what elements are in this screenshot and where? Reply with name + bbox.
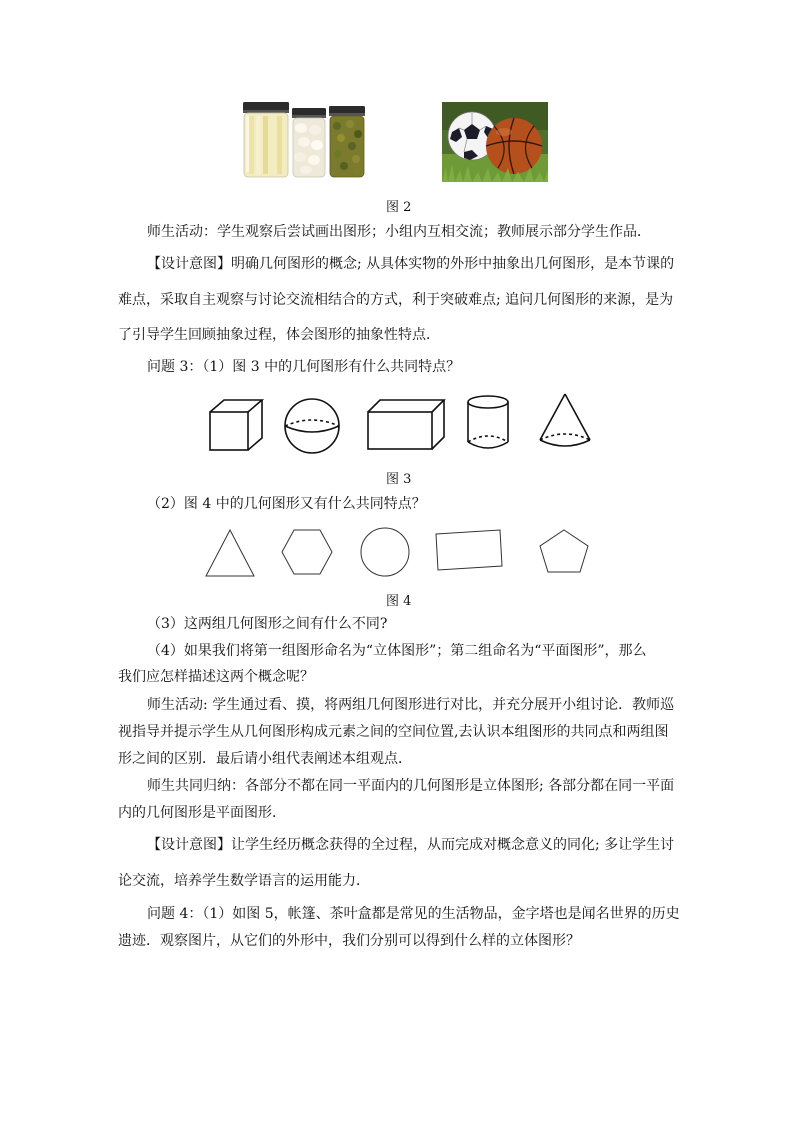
jar-garlic — [292, 108, 326, 177]
figure-3 — [200, 388, 620, 458]
figure-2 — [0, 0, 794, 215]
activity-paragraph-2-line-3: 形之间的区别．最后请小组代表阐述本组观点． — [118, 751, 412, 767]
summary-paragraph-line-1: 师生共同归纳：各部分不都在同一平面内的几何图形是立体图形; 各部分都在同一平面 — [147, 778, 675, 794]
rectangle-shape — [436, 530, 502, 570]
cube-shape — [210, 400, 262, 450]
design-intent-2-line-1: 【设计意图】让学生经历概念获得的全过程，从而完成对概念意义的同化; 多让学生讨 — [147, 837, 675, 853]
circle-shape — [361, 528, 409, 576]
pentagon-shape — [540, 530, 588, 572]
activity-paragraph-1: 师生活动：学生观察后尝试画出图形；小组内互相交流；教师展示部分学生作品． — [147, 224, 651, 240]
figure-3-caption: 图 3 — [386, 472, 412, 487]
hexagon-shape — [282, 530, 332, 574]
cuboid-shape — [368, 400, 444, 449]
balls-photo — [442, 102, 548, 182]
sphere-shape — [285, 399, 339, 453]
question-3-part-1: 问题 3：（1）图 3 中的几何图形有什么共同特点？ — [147, 359, 461, 375]
summary-paragraph-line-2: 内的几何图形是平面图形． — [118, 805, 286, 821]
figure-2-caption: 图 2 — [386, 200, 412, 215]
basketball — [486, 118, 542, 174]
question-3-part-4-line-2: 我们应怎样描述这两个概念呢？ — [118, 669, 314, 685]
question-3-part-2: （2）图 4 中的几何图形又有什么共同特点？ — [147, 496, 426, 512]
jar-capers — [329, 106, 365, 177]
question-3-part-4-line-1: （4）如果我们将第一组图形命名为“立体图形”；第二组命名为“平面图形”，那么 — [147, 643, 647, 659]
cylinder-shape — [468, 396, 508, 448]
design-intent-2-line-2: 论交流，培养学生数学语言的运用能力． — [118, 873, 370, 889]
jars-photo — [240, 100, 370, 180]
design-intent-1-line-1: 【设计意图】明确几何图形的概念; 从具体实物的外形中抽象出几何图形，是本节课的 — [147, 256, 675, 272]
activity-paragraph-2-line-2: 视指导并提示学生从几何图形构成元素之间的空间位置,去认识本组图形的共同点和两组图 — [118, 724, 669, 740]
jar-asparagus — [243, 102, 289, 177]
question-3-part-3: （3）这两组几何图形之间有什么不同? — [147, 616, 388, 632]
question-4-line-2: 遗迹．观察图片，从它们的外形中，我们分别可以得到什么样的立体图形？ — [118, 933, 580, 949]
design-intent-1-line-3: 了引导学生回顾抽象过程，体会图形的抽象性特点． — [118, 327, 440, 343]
figure-4 — [200, 524, 600, 584]
question-4-line-1: 问题 4：（1）如图 5，帐篷、茶叶盒都是常见的生活物品，金字塔也是闻名世界的历史 — [147, 906, 680, 922]
cone-shape — [540, 394, 590, 446]
activity-paragraph-2-line-1: 师生活动: 学生通过看、摸，将两组几何图形进行对比，并充分展开小组讨论．教师巡 — [147, 697, 675, 713]
triangle-shape — [206, 530, 254, 576]
design-intent-1-line-2: 难点，采取自主观察与讨论交流相结合的方式，利于突破难点; 追问几何图形的来源，是为 — [118, 292, 674, 308]
figure-4-caption: 图 4 — [386, 594, 412, 609]
